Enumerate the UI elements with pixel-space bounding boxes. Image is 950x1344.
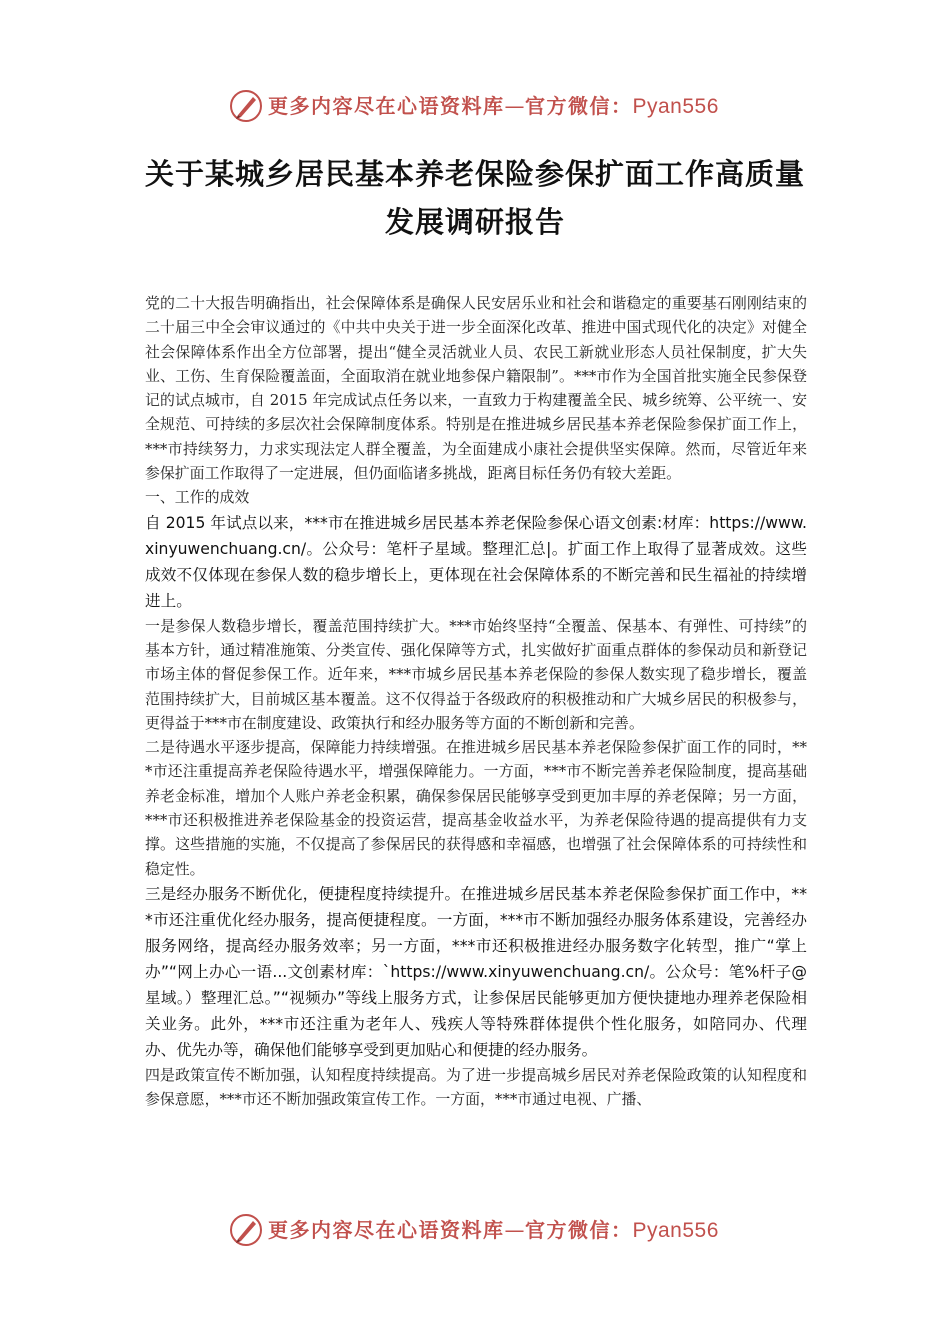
watermark-chinese: 更多内容尽在心语资料库 xyxy=(268,94,505,118)
intro-paragraph: 党的二十大报告明确指出，社会保障体系是确保人民安居乐业和社会和谐稳定的重要基石刚刚结束的二十届三中全会审议通过的《中共中央关于进一步全面深化改革、推进中国式现代化的决定》对健全社会保障体系作出全方位部署，提出“健全灵活就业人员、农民工新就业形态人员社保制度，扩大失业、工伤、生育保险覆盖面，全面取消在就业地参保户籍限制”。***市作为全国首批实施全民参保登记的试点城市，自 2015 年完成试点任务以来，一直致力于构建覆盖全民、城乡统筹、公平统一、安全规范、可持续的多层次社会保障制度体系。特别是在推进城乡居民基本养老保险参保扩面工作上，***市持续努力，力求实现法定人群全覆盖，为全面建成小康社会提供坚实保障。然而，尽管近年来参保扩面工作取得了一定进展，但仍面临诸多挑战，距离目标任务仍有较大差距。 xyxy=(145,294,807,483)
watermark-id: Pyan556 xyxy=(632,95,719,118)
watermark-label: 官方微信： xyxy=(525,1218,633,1242)
point-one-paragraph: 一是参保人数稳步增长，覆盖范围持续扩大。***市始终坚持“全覆盖、保基本、有弹性、可持续”的基本方针，通过精准施策、分类宣传、强化保障等方式，扎实做好扩面重点群体的参保动员和新登记市场主体的督促参保工作。近年来，***市城乡居民基本养老保险的参保人数实现了稳步增长，覆盖范围持续扩大，目前城区基本覆盖。这不仅得益于各级政府的积极推动和广大城乡居民的积极参与，更得益于***市在制度建设、政策执行和经办服务等方面的不断创新和完善。 xyxy=(145,616,807,732)
point-four-paragraph: 四是政策宣传不断加强，认知程度持续提高。为了进一步提高城乡居民对养老保险政策的认知程度和参保意愿，***市还不断加强政策宣传工作。一方面，***市通过电视、广播、 xyxy=(145,1065,807,1109)
watermark-dash: — xyxy=(504,94,525,118)
document-body xyxy=(145,291,807,1112)
footer-watermark-banner xyxy=(0,1208,950,1252)
watermark-dash: — xyxy=(504,1218,525,1242)
watermark-id: Pyan556 xyxy=(632,1219,719,1242)
watermark-text xyxy=(268,93,719,120)
watermark-label: 官方微信： xyxy=(525,94,633,118)
section-heading: 一、工作的成效 xyxy=(145,488,250,507)
achievement-paragraph: 自 2015 年试点以来，***市在推进城乡居民基本养老保险参保心语文创素:材库：https://www.xinyuwenchuang.cn/。公众号：笔杆子星域。整理汇总|。扩面工作上取得了显著成效。这些成效不仅体现在参保人数的稳步增长上，更体现在社会保障体系的不断完善和民生福祉的持续增进上。 xyxy=(145,513,807,610)
header-watermark-banner xyxy=(0,84,950,128)
pen-logo-icon xyxy=(228,1212,264,1248)
point-three-paragraph: 三是经办服务不断优化，便捷程度持续提升。在推进城乡居民基本养老保险参保扩面工作中，***市还注重优化经办服务，提高便捷程度。一方面，***市不断加强经办服务体系建设，完善经办服务网络，提高经办服务效率；另一方面，***市还积极推进经办服务数字化转型，推广“掌上办”“网上办心一语...文创素材库：`https://www.xinyuwenchuang.cn/。公众号：笔%杆子@星域。）整理汇总。”“视频办”等线上服务方式，让参保居民能够更加方便快捷地办理养老保险相关业务。此外，***市还注重为老年人、残疾人等特殊群体提供个性化服务，如陪同办、代理办、优先办等，确保他们能够享受到更加贴心和便捷的经办服务。 xyxy=(145,884,807,1059)
watermark-text xyxy=(268,1217,719,1244)
document-title: 关于某城乡居民基本养老保险参保扩面工作高质量发展调研报告 xyxy=(144,157,805,239)
pen-logo-icon xyxy=(228,88,264,124)
point-two-paragraph: 二是待遇水平逐步提高，保障能力持续增强。在推进城乡居民基本养老保险参保扩面工作的同时，***市还注重提高养老保险待遇水平，增强保障能力。一方面，***市不断完善养老保险制度，提高基础养老金标准，增加个人账户养老金积累，确保参保居民能够享受到更加丰厚的养老保障；另一方面，***市还积极推进养老保险基金的投资运营，提高基金收益水平，为养老保险待遇的提高提供有力支撑。这些措施的实施，不仅提高了参保居民的获得感和幸福感，也增强了社会保障体系的可持续性和稳定性。 xyxy=(145,738,807,878)
watermark-chinese: 更多内容尽在心语资料库 xyxy=(268,1218,505,1242)
